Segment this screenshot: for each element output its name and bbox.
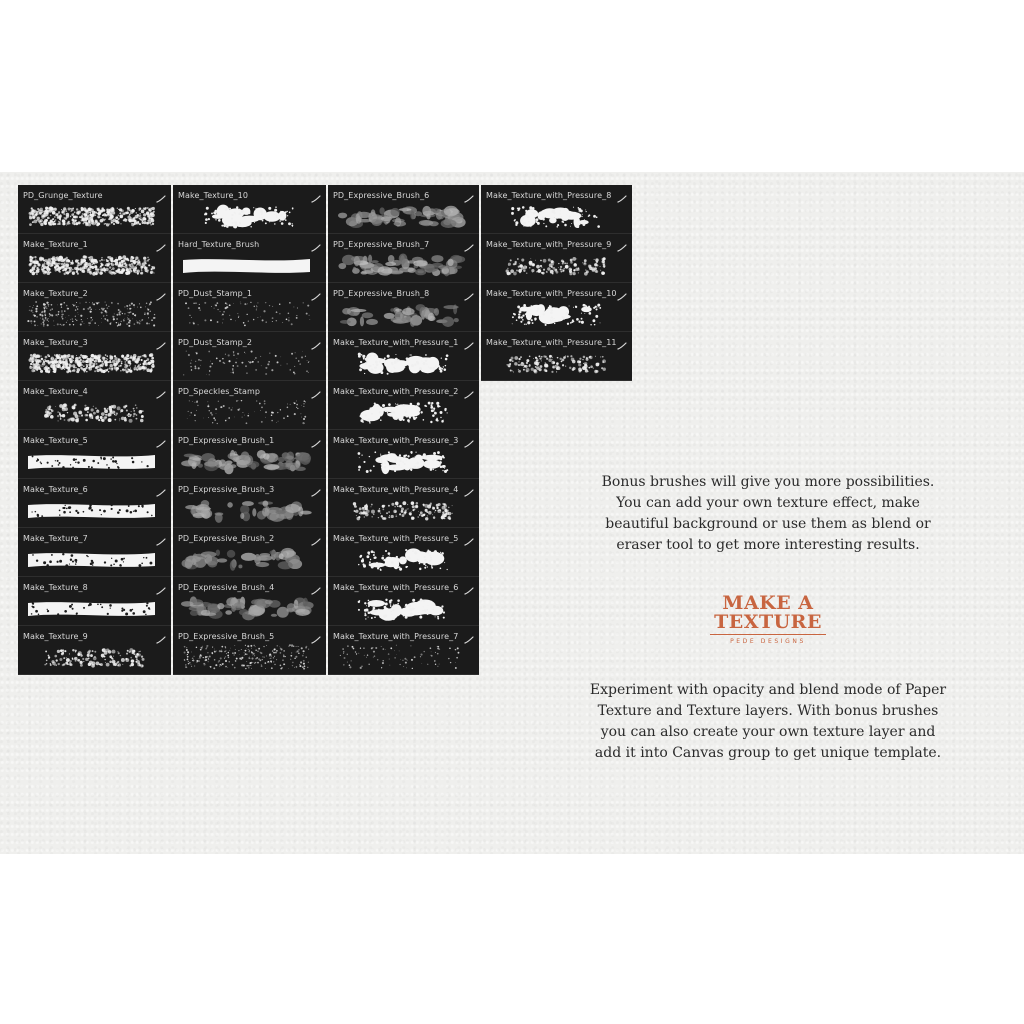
brush-item[interactable] [18,577,171,626]
brush-name: Make_Texture_1 [23,240,88,249]
pencil-icon [311,239,321,247]
brush-name: Make_Texture_4 [23,387,88,396]
brush-stroke-preview [179,544,314,574]
brush-item[interactable] [328,528,479,577]
brush-stroke-preview [179,593,314,623]
brush-item[interactable] [18,332,171,381]
brush-item[interactable] [18,626,171,675]
pencil-icon [464,239,474,247]
brush-item[interactable] [328,185,479,234]
brush-column-3 [328,185,479,675]
brush-stroke-preview [24,299,159,329]
logo-subtitle: PEDE DESIGNS [730,638,806,645]
pencil-icon [156,582,166,590]
brush-stroke-preview [24,397,159,427]
brush-name: PD_Expressive_Brush_4 [178,583,275,592]
brush-stroke-preview [179,250,314,280]
brush-item[interactable] [481,332,632,381]
brush-stroke-preview [179,495,314,525]
brush-column-1 [18,185,171,675]
logo-line-2: TEXTURE [714,611,822,633]
pencil-icon [156,435,166,443]
pencil-icon [156,631,166,639]
brush-name: Make_Texture_10 [178,191,249,200]
brush-name: Make_Texture_with_Pressure_10 [486,289,617,298]
brush-item[interactable] [173,332,326,381]
brush-name: PD_Expressive_Brush_7 [333,240,430,249]
brush-item[interactable] [328,626,479,675]
brush-name: PD_Expressive_Brush_6 [333,191,430,200]
brush-stroke-preview [179,201,314,231]
brush-item[interactable] [18,430,171,479]
brush-item[interactable] [328,430,479,479]
brush-stroke-preview [179,397,314,427]
pencil-icon [156,190,166,198]
brush-name: Make_Texture_9 [23,632,88,641]
brush-name: Make_Texture_5 [23,436,88,445]
brush-stroke-preview [179,348,314,378]
pencil-icon [156,337,166,345]
pencil-icon [464,484,474,492]
brush-item[interactable] [173,381,326,430]
make-a-texture-logo [708,594,828,645]
pencil-icon [311,582,321,590]
pencil-icon [464,190,474,198]
brush-name: PD_Dust_Stamp_2 [178,338,253,347]
brush-stroke-preview [334,299,467,329]
brush-stroke-preview [24,201,159,231]
brush-item[interactable] [328,234,479,283]
brush-name: Make_Texture_8 [23,583,88,592]
brush-stroke-preview [334,544,467,574]
brush-name: Make_Texture_with_Pressure_8 [486,191,612,200]
pencil-icon [464,631,474,639]
pencil-icon [311,533,321,541]
logo-rule [710,634,826,635]
brush-stroke-preview [487,348,620,378]
pencil-icon [311,386,321,394]
brush-name: PD_Expressive_Brush_8 [333,289,430,298]
pencil-icon [464,288,474,296]
brush-name: PD_Expressive_Brush_5 [178,632,275,641]
brush-stroke-preview [24,495,159,525]
pencil-icon [617,288,627,296]
brush-item[interactable] [18,185,171,234]
brush-item[interactable] [481,283,632,332]
brush-stroke-preview [334,593,467,623]
brush-name: Make_Texture_2 [23,289,88,298]
brush-name: Make_Texture_with_Pressure_3 [333,436,459,445]
brush-stroke-preview [334,642,467,672]
pencil-icon [464,435,474,443]
pencil-icon [464,533,474,541]
brush-name: Make_Texture_with_Pressure_7 [333,632,459,641]
brush-name: Make_Texture_7 [23,534,88,543]
brush-name: PD_Speckles_Stamp [178,387,261,396]
brush-item[interactable] [481,234,632,283]
brush-stroke-preview [179,299,314,329]
brush-item[interactable] [328,283,479,332]
brush-item[interactable] [173,577,326,626]
brush-stroke-preview [24,544,159,574]
logo-line-1: MAKE A [722,592,814,614]
brush-name: Make_Texture_with_Pressure_5 [333,534,459,543]
brush-stroke-preview [24,593,159,623]
pencil-icon [156,484,166,492]
brush-stroke-preview [179,446,314,476]
pencil-icon [464,337,474,345]
brush-name: Make_Texture_3 [23,338,88,347]
brush-name: Make_Texture_with_Pressure_6 [333,583,459,592]
brush-name: Make_Texture_with_Pressure_1 [333,338,459,347]
brush-item[interactable] [18,381,171,430]
brush-name: Make_Texture_with_Pressure_11 [486,338,617,347]
brush-stroke-preview [334,446,467,476]
brush-column-2 [173,185,326,675]
pencil-icon [311,435,321,443]
brush-stroke-preview [334,201,467,231]
brush-stroke-preview [334,250,467,280]
brush-item[interactable] [173,185,326,234]
brush-name: PD_Expressive_Brush_3 [178,485,275,494]
brush-stroke-preview [487,299,620,329]
bonus-description: Bonus brushes will give you more possibilities. You can add your own texture effect, make beautiful background or use them as blend or eraser tool to get more interesting results. [601,474,935,553]
brush-item[interactable] [328,332,479,381]
brush-stroke-preview [487,250,620,280]
brush-column-4 [481,185,632,381]
brush-item[interactable] [18,283,171,332]
brush-stroke-preview [24,446,159,476]
brush-item[interactable] [328,381,479,430]
brush-name: PD_Expressive_Brush_1 [178,436,275,445]
brush-name: Make_Texture_with_Pressure_4 [333,485,459,494]
brush-item[interactable] [18,528,171,577]
brush-item[interactable] [173,430,326,479]
pencil-icon [617,190,627,198]
brush-item[interactable] [173,234,326,283]
brush-item[interactable] [173,283,326,332]
brush-name: Hard_Texture_Brush [178,240,260,249]
brush-stroke-preview [487,201,620,231]
brush-item[interactable] [328,479,479,528]
pencil-icon [156,533,166,541]
pencil-icon [464,582,474,590]
brush-item[interactable] [173,528,326,577]
pencil-icon [311,631,321,639]
pencil-icon [311,337,321,345]
pencil-icon [617,337,627,345]
brush-stroke-preview [179,642,314,672]
brush-name: PD_Grunge_Texture [23,191,103,200]
experiment-description: Experiment with opacity and blend mode of Paper Texture and Texture layers. With bonus brushes you can also create your own texture layer and add it into Canvas group to get unique template. [589,682,947,761]
brush-name: Make_Texture_6 [23,485,88,494]
brush-name: PD_Expressive_Brush_2 [178,534,275,543]
brush-item[interactable] [18,479,171,528]
brush-stroke-preview [24,250,159,280]
pencil-icon [311,288,321,296]
brush-stroke-preview [24,348,159,378]
brush-stroke-preview [24,642,159,672]
brush-item[interactable] [18,234,171,283]
pencil-icon [156,386,166,394]
pencil-icon [617,239,627,247]
brush-item[interactable] [328,577,479,626]
brush-stroke-preview [334,348,467,378]
brush-item[interactable] [173,626,326,675]
pencil-icon [311,190,321,198]
brush-name: Make_Texture_with_Pressure_2 [333,387,459,396]
brush-name: PD_Dust_Stamp_1 [178,289,253,298]
brush-name: Make_Texture_with_Pressure_9 [486,240,612,249]
pencil-icon [311,484,321,492]
brush-stroke-preview [334,495,467,525]
pencil-icon [156,239,166,247]
brush-item[interactable] [173,479,326,528]
brush-stroke-preview [334,397,467,427]
pencil-icon [156,288,166,296]
pencil-icon [464,386,474,394]
brush-item[interactable] [481,185,632,234]
